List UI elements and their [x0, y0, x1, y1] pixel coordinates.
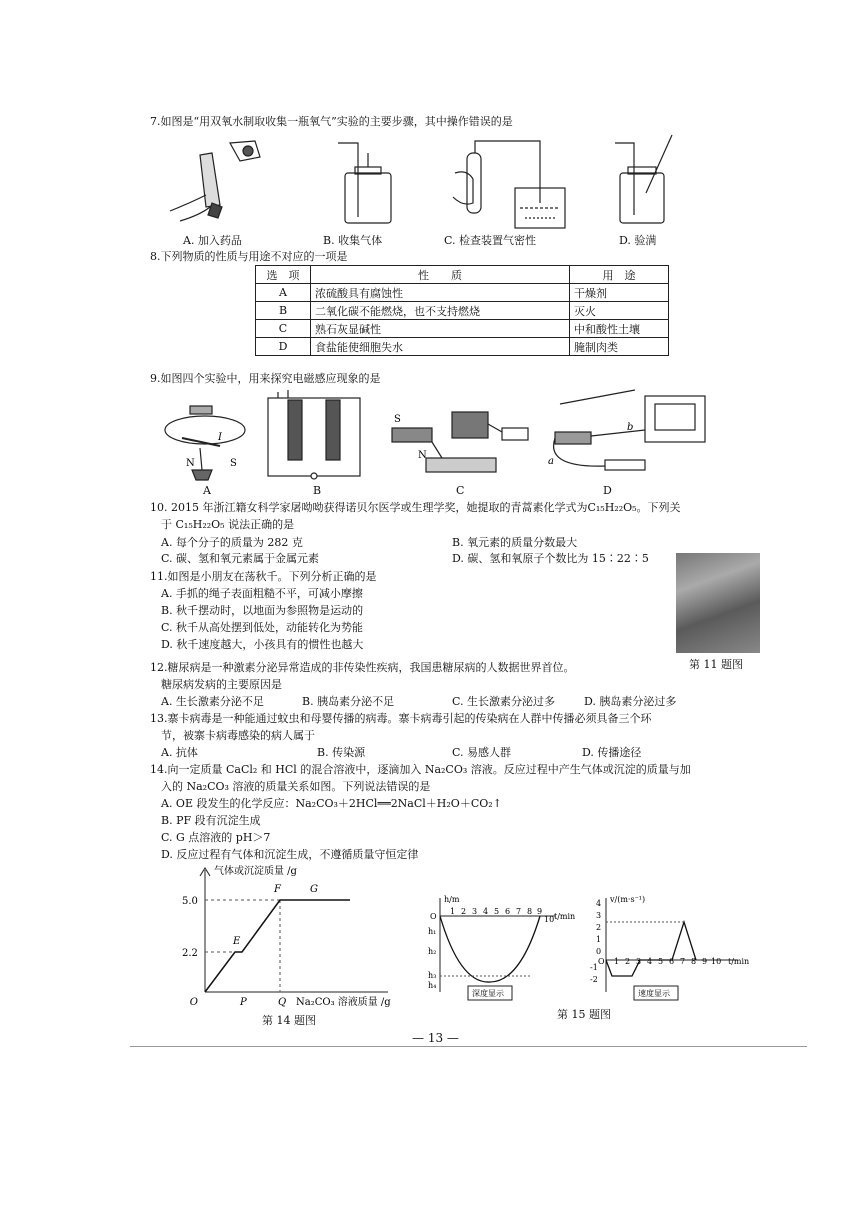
q12-line1: 12.糖尿病是一种激素分泌异常造成的非传染性疾病，我国患糖尿病的人数据世界首位。: [150, 661, 575, 674]
page-number: — 13 —: [412, 1031, 459, 1045]
q14-option-a: A. OE 段发生的化学反应：Na₂CO₃＋2HCl══2NaCl＋H₂O＋CO₂↑: [161, 797, 502, 810]
q13-option-b: B. 传染源: [317, 746, 366, 759]
depth-ylabel: h/m: [444, 895, 460, 904]
q12-line2: 糖尿病发病的主要原因是: [161, 678, 282, 691]
q13-line2: 节，被寨卡病毒感染的病人属于: [161, 729, 315, 742]
velocity-ytick-2: 2: [596, 923, 602, 932]
table-row: [256, 302, 669, 320]
q8-cell: 浓硫酸具有腐蚀性: [311, 284, 570, 302]
depth-xtick-9: 9: [537, 907, 543, 916]
q9-a-n: N: [186, 458, 195, 469]
q8-cell: 中和酸性土壤: [570, 320, 669, 338]
q14-option-c: C. G 点溶液的 pH＞7: [161, 831, 271, 844]
velocity-ytick-m2: -2: [590, 975, 598, 984]
q8-cell: 腌制肉类: [570, 338, 669, 356]
q7-figure-c: [453, 141, 565, 228]
depth-xtick-8: 8: [527, 907, 533, 916]
q14-line2: 入的 Na₂CO₃ 溶液的质量关系如图。下列说法错误的是: [161, 780, 431, 793]
q7-option-d: D. 验满: [619, 234, 657, 247]
q11-option-b: B. 秋千摆动时，以地面为参照物是运动的: [161, 604, 364, 617]
footer-divider: [130, 1046, 807, 1047]
depth-xtick-1: 1: [450, 907, 456, 916]
q14-xtick-p: P: [240, 997, 247, 1008]
q8-cell: 熟石灰显碱性: [311, 320, 570, 338]
q14-point-g: G: [310, 884, 318, 895]
q9-figure-b: [268, 390, 360, 479]
q8-header-property: 性 质: [311, 266, 570, 284]
table-row: [256, 338, 669, 356]
q13-option-a: A. 抗体: [161, 746, 198, 759]
q9-c-s: S: [394, 414, 401, 425]
q12-option-c: C. 生长激素分泌过多: [452, 695, 556, 708]
velocity-ytick-4: 4: [596, 899, 602, 908]
velocity-ytick-3: 3: [596, 911, 602, 920]
q12-option-d: D. 胰岛素分泌过多: [584, 695, 677, 708]
q11-option-c: C. 秋千从高处摆到低处，动能转化为势能: [161, 621, 364, 634]
q14-xtick-q: Q: [278, 997, 287, 1008]
q9-figures: [160, 388, 720, 484]
q14-xlabel: Na₂CO₃ 溶液质量 /g: [296, 997, 391, 1008]
depth-box-label: 深度显示: [472, 989, 504, 998]
velocity-ytick-1: 1: [596, 935, 602, 944]
depth-xtick-2: 2: [461, 907, 467, 916]
velocity-xtick-2: 2: [625, 957, 631, 966]
q11-option-a: A. 手抓的绳子表面粗糙不平，可减小摩擦: [161, 587, 363, 600]
q10-line1: 10. 2015 年浙江籍女科学家屠呦呦获得诺贝尔医学或生理学奖，她提取的青蒿素化学式为C₁₅H₂₂O₅。下列关: [150, 501, 681, 514]
q7-figure-a: [170, 141, 260, 221]
q11-caption: 第 11 题图: [689, 658, 743, 671]
q14-chart: [180, 862, 420, 1012]
table-row: [256, 284, 669, 302]
q11-option-d: D. 秋千速度越大，小孩具有的惯性也越大: [161, 638, 364, 651]
q14-point-f: F: [274, 884, 281, 895]
q9-text: 9.如图四个实验中，用来探究电磁感应现象的是: [150, 372, 381, 385]
velocity-xlabel: t/min: [728, 957, 750, 966]
velocity-xtick-8: 8: [691, 957, 697, 966]
q10-line2: 于 C₁₅H₂₂O₅ 说法正确的是: [161, 518, 295, 531]
velocity-xtick-10: 10: [711, 957, 722, 966]
q15-velocity-chart: [588, 892, 752, 1004]
q7-text: 7.如图是“用双氧水制取收集一瓶氧气”实验的主要步骤，其中操作错误的是: [150, 115, 513, 128]
q8-header-option: 选 项: [256, 266, 311, 284]
depth-xtick-o: O: [430, 912, 437, 921]
q14-ytick-5: 5.0: [182, 896, 198, 907]
velocity-xtick-5: 5: [658, 957, 664, 966]
q8-cell: 食盐能使细胞失水: [311, 338, 570, 356]
q7-figure-d: [615, 135, 672, 223]
q8-cell: 二氧化碳不能燃烧，也不支持燃烧: [311, 302, 570, 320]
q12-option-b: B. 胰岛素分泌不足: [302, 695, 395, 708]
q10-option-a: A. 每个分子的质量为 282 克: [161, 536, 303, 549]
velocity-xtick-6: 6: [669, 957, 675, 966]
q9-label-c: C: [456, 484, 465, 497]
depth-ytick-h4: h₄: [428, 981, 437, 990]
velocity-xtick-3: 3: [636, 957, 642, 966]
q8-cell: A: [256, 284, 311, 302]
q14-option-b: B. PF 段有沉淀生成: [161, 814, 261, 827]
swing-photo: [676, 553, 760, 653]
q8-header-use: 用 途: [570, 266, 669, 284]
q10-option-c: C. 碳、氢和氧元素属于金属元素: [161, 552, 320, 565]
q14-caption: 第 14 题图: [262, 1014, 316, 1027]
q8-cell: 干燥剂: [570, 284, 669, 302]
velocity-xtick-9: 9: [702, 957, 708, 966]
q9-label-d: D: [603, 484, 612, 497]
q14-series-line: [205, 900, 350, 992]
depth-xtick-4: 4: [483, 907, 489, 916]
q14-ytick-22: 2.2: [182, 948, 198, 959]
q14-option-d: D. 反应过程有气体和沉淀生成，不遵循质量守恒定律: [161, 848, 419, 861]
q7-option-c: C. 检查装置气密性: [444, 234, 537, 247]
q9-c-n: N: [418, 450, 427, 461]
q14-xtick-o: O: [189, 997, 198, 1008]
depth-xlabel: t/min: [554, 912, 576, 921]
q7-option-a: A. 加入药品: [183, 234, 242, 247]
q13-option-c: C. 易感人群: [452, 746, 512, 759]
velocity-series-line: [606, 922, 696, 976]
depth-ytick-h1: h₁: [428, 927, 437, 936]
table-row: [256, 320, 669, 338]
depth-xtick-6: 6: [505, 907, 511, 916]
q7-option-b: B. 收集气体: [323, 234, 383, 247]
q9-a-i: I: [218, 432, 222, 443]
q11-text: 11.如图是小朋友在荡秋千。下列分析正确的是: [150, 570, 377, 583]
q8-cell: C: [256, 320, 311, 338]
depth-xtick-3: 3: [472, 907, 478, 916]
velocity-xtick-7: 7: [680, 957, 686, 966]
velocity-xtick-o: O: [598, 957, 605, 966]
velocity-ylabel: v/(m·s⁻¹): [610, 895, 646, 904]
q8-table-header: [256, 266, 669, 284]
velocity-ytick-0: 0: [596, 947, 602, 956]
q8-cell: D: [256, 338, 311, 356]
q8-cell: 灭火: [570, 302, 669, 320]
depth-ytick-h3: h₃: [428, 971, 437, 980]
q14-ylabel: 气体或沉淀质量 /g: [214, 866, 297, 877]
q12-option-a: A. 生长激素分泌不足: [161, 695, 264, 708]
q9-d-a: a: [548, 456, 554, 467]
q13-line1: 13.寨卡病毒是一种能通过蚊虫和母婴传播的病毒。寨卡病毒引起的传染病在人群中传播必须具备三个环: [150, 712, 652, 725]
depth-xtick-5: 5: [494, 907, 500, 916]
depth-curve: [440, 916, 540, 982]
q8-table: [255, 265, 669, 356]
q14-point-e: E: [233, 936, 241, 947]
q13-option-d: D. 传播途径: [582, 746, 642, 759]
q8-cell: B: [256, 302, 311, 320]
velocity-box-label: 速度显示: [638, 989, 670, 998]
depth-ytick-h2: h₂: [428, 947, 437, 956]
q9-label-b: B: [313, 484, 322, 497]
depth-xtick-7: 7: [516, 907, 522, 916]
q9-label-a: A: [203, 484, 211, 497]
q8-text: 8.下列物质的性质与用途不对应的一项是: [150, 250, 348, 263]
q15-caption: 第 15 题图: [557, 1008, 611, 1021]
q9-figure-c: [392, 412, 528, 472]
velocity-ytick-m1: -1: [590, 963, 598, 972]
q7-figures: [160, 133, 760, 231]
q14-line1: 14.向一定质量 CaCl₂ 和 HCl 的混合溶液中，逐滴加入 Na₂CO₃ 溶液。反应过程中产生气体或沉淀的质量与加: [150, 763, 691, 776]
q10-option-d: D. 碳、氢和氧原子个数比为 15∶22∶5: [452, 552, 649, 565]
depth-xtick-10: 10: [544, 915, 555, 924]
velocity-xtick-4: 4: [647, 957, 653, 966]
q9-a-s: S: [230, 458, 237, 469]
q10-option-b: B. 氧元素的质量分数最大: [452, 536, 578, 549]
q9-d-b: b: [627, 422, 634, 433]
q7-figure-b: [338, 143, 391, 223]
q15-depth-chart: [420, 892, 576, 1004]
velocity-xtick-1: 1: [614, 957, 620, 966]
